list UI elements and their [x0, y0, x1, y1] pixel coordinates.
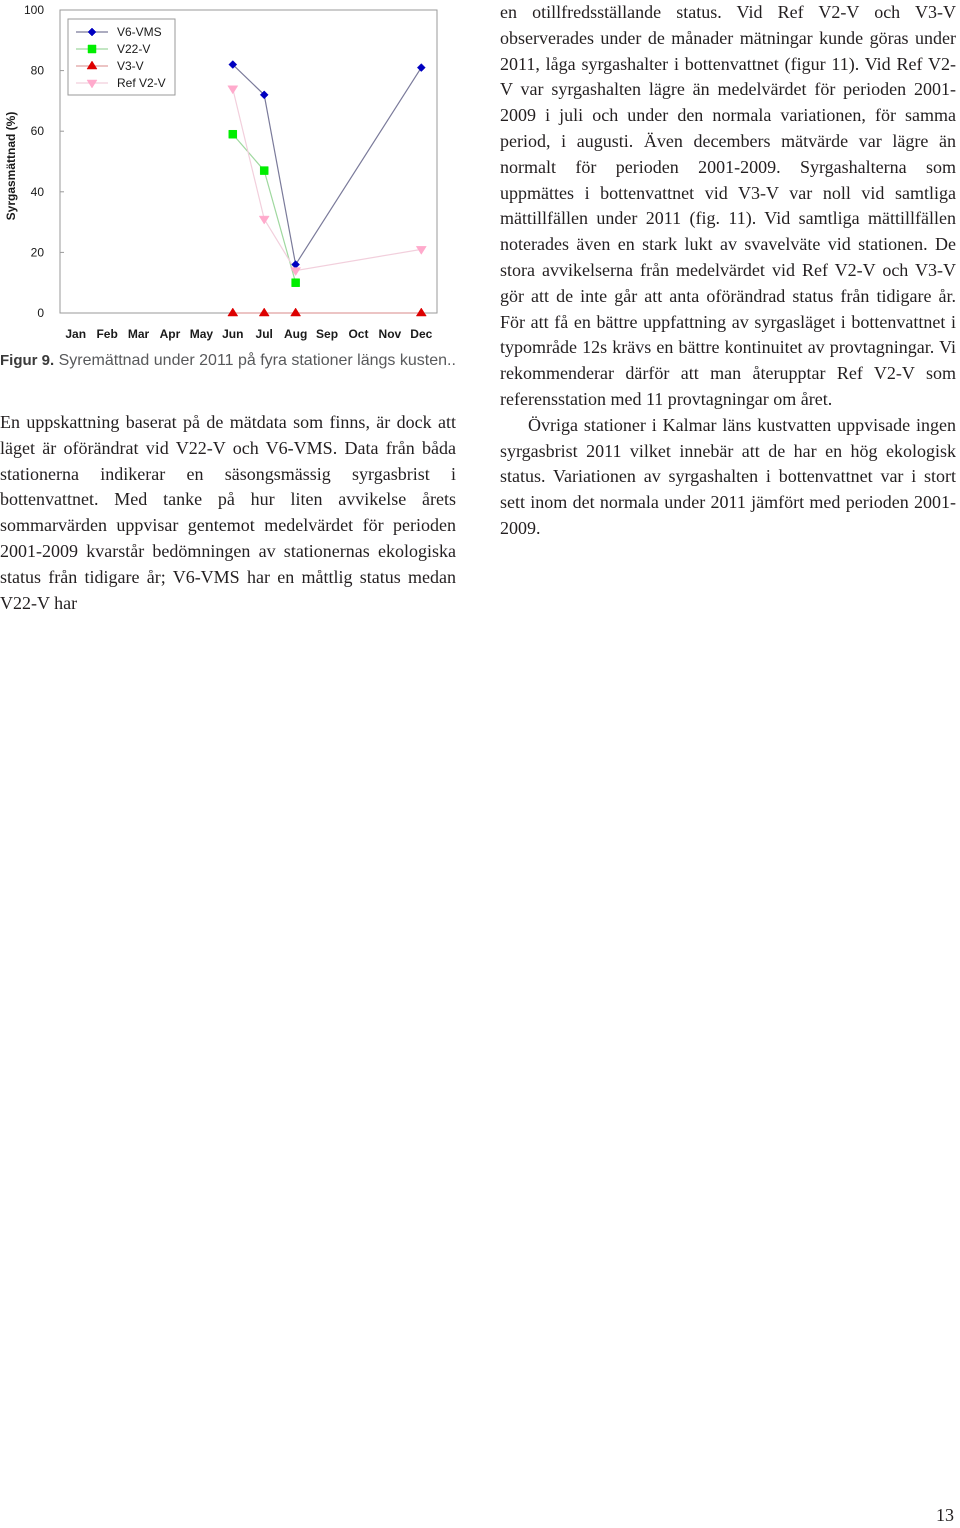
data-point: [228, 308, 238, 316]
y-tick-label: 20: [30, 245, 44, 260]
oxygen-saturation-chart: [0, 0, 460, 345]
y-tick-label: 80: [30, 63, 44, 78]
x-tick-label: Sep: [316, 327, 339, 341]
right-text-column: [500, 0, 956, 542]
data-point: [229, 130, 237, 138]
data-point: [416, 308, 426, 316]
y-axis-label: Syrgasmättnad (%): [4, 111, 18, 221]
y-tick-label: 100: [23, 3, 44, 17]
y-tick-label: 0: [37, 306, 44, 320]
figure-label: Figur 9.: [0, 352, 55, 369]
series-lines: [233, 65, 421, 313]
data-point: [259, 308, 269, 316]
series-line: [233, 89, 421, 271]
data-point: [417, 64, 425, 72]
chart-legend: [68, 19, 175, 95]
x-axis: [65, 327, 432, 341]
data-point: [292, 261, 300, 269]
x-tick-label: Dec: [410, 327, 433, 341]
series-markers: [228, 61, 426, 316]
x-tick-label: Oct: [348, 327, 369, 341]
body-paragraph: Övriga stationer i Kalmar läns kustvatten uppvisade ingen syrgasbrist 2011 vilket innebär att de har en hög ekologisk status. Variationen av syrgashalten i bottenvattnet var i stort sett inom det normala under 2011 jämfört med perioden 2001-2009.: [500, 414, 956, 538]
x-tick-label: Mar: [127, 327, 150, 341]
legend-label: V3-V: [117, 59, 144, 73]
figure-caption-text: Syremättnad under 2011 på fyra stationer längs kusten..: [54, 352, 456, 369]
data-point: [292, 279, 300, 287]
x-tick-label: May: [189, 327, 214, 341]
y-tick-label: 60: [30, 124, 44, 139]
x-tick-label: Apr: [159, 327, 181, 341]
y-tick-label: 40: [30, 184, 44, 199]
y-axis: [24, 3, 64, 320]
x-tick-label: Jul: [255, 327, 273, 341]
figure-caption: [0, 350, 460, 372]
page-number: 13: [936, 1505, 954, 1525]
legend-label: Ref V2-V: [117, 76, 166, 90]
body-paragraph: En uppskattning baserat på de mätdata som finns, är dock att läget är oförändrat vid V22-V och V6-VMS. Data från båda stationerna indikerar en säsongsmässig syrgasbrist i bottenvattnet. Med tanke på hur liten avvikelse årets sommarvärden uppvisar gentemot medelvärdet för perioden 2001-2009 kvarstår bedömningen av stationernas ekologiska status från tidigare år; V6-VMS har en måttlig status medan V22-V har: [0, 412, 456, 613]
body-paragraph: en otillfredsställande status. Vid Ref V2-V och V3-V observerades under de månader mätningar kunde göras under 2011, låga syrgashalter i bottenvattnet (figur 11). Vid Ref V2-V var syrgashalten lägre än medelvärdet för perioden 2001-2009 i juli och under den normala variationen, för samma period, i augusti. Även decembers mätvärde var lägre än normalt för perioden 2001-2009. Syrgashalterna som uppmättes i bottenvattnet vid V3-V var noll vid samtliga mättillfällen under 2011 (fig. 11). Vid samtliga mättillfällen noterades även en stark lukt av svavelväte vid stationen. De stora avvikelserna från medelvärdet vid Ref V2-V och V3-V gör att de inte går att anta oförändrad status från tidigare år. För att få en bättre uppfattning av syrgasläget i bottenvattnet i typområde 12s krävs en bättre kontinuitet av provtagningar. Vi rekommenderar därför att man återupptar Ref V2-V som referensstation med 11 provtagningar om året.: [500, 2, 956, 409]
data-point: [259, 216, 269, 224]
legend-marker: [88, 45, 96, 53]
x-tick-label: Feb: [96, 327, 118, 341]
x-tick-label: Jan: [65, 327, 87, 341]
x-tick-label: Aug: [283, 327, 308, 341]
data-point: [228, 86, 238, 94]
data-point: [260, 167, 268, 175]
x-tick-label: Jun: [222, 327, 244, 341]
data-point: [291, 308, 301, 316]
x-tick-label: Nov: [378, 327, 402, 341]
series-line: [233, 134, 296, 282]
left-text-column: [0, 410, 456, 616]
legend-label: V6-VMS: [117, 25, 162, 39]
legend-label: V22-V: [117, 42, 151, 56]
